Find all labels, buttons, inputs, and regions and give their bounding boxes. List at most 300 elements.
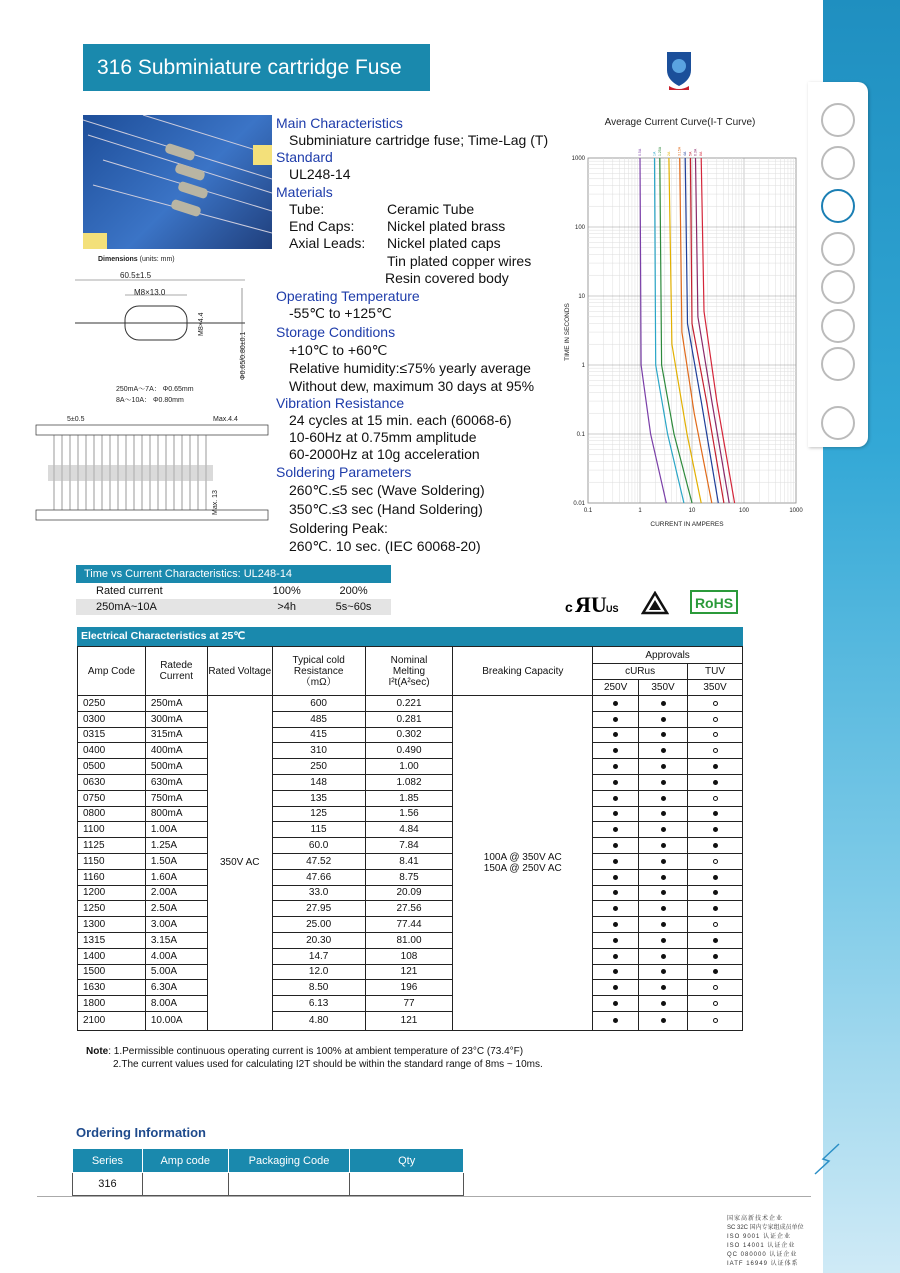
time-current-table [76,565,391,615]
table-cell: 135 [272,790,365,806]
approved-dot-icon [713,969,718,974]
approval-mark [639,853,688,869]
approval-mark [593,774,639,790]
table-cell: 47.52 [272,853,365,869]
note-2: 2.The current values used for calculating I2T should be within the standard range of 8ms ~ 10ms. [113,1059,543,1070]
table-cell: 125 [272,806,365,822]
approved-dot-icon [661,875,666,880]
table-cell: 4.84 [365,822,453,838]
it-cell: 5s~60s [335,601,372,613]
table-cell: 2.50A [145,901,207,917]
fuse-category-icon[interactable] [821,189,855,223]
approval-mark [593,822,639,838]
approved-dot-icon [613,906,618,911]
table-row [78,806,743,822]
tape-drawing [34,415,274,535]
approved-dot-icon [613,922,618,927]
table-cell: 2.00A [145,885,207,901]
approval-mark [639,774,688,790]
table-cell: 27.95 [272,901,365,917]
table-row [78,932,743,948]
approval-mark [593,727,639,743]
pending-circle-icon [713,748,718,753]
table-cell: 108 [365,948,453,964]
table-cell: 27.56 [365,901,453,917]
table-row [78,901,743,917]
table-cell: 5.00A [145,964,207,980]
table-cell: 12.0 [272,964,365,980]
approved-dot-icon [713,954,718,959]
header-rated-voltage: Rated Voltage [207,647,272,696]
approved-dot-icon [661,859,666,864]
header-tuv: TUV [688,664,743,680]
table-cell: 800mA [145,806,207,822]
approved-dot-icon [613,811,618,816]
approved-dot-icon [713,811,718,816]
table-cell: 10.00A [145,1011,207,1030]
ordering-header: Amp code [142,1149,228,1173]
header-resistance: Typical cold Resistance （mΩ） [272,647,365,696]
approval-mark [593,917,639,933]
approved-dot-icon [613,701,618,706]
approved-dot-icon [661,732,666,737]
table-row [78,711,743,727]
pending-circle-icon [713,1001,718,1006]
spec-soldering-2: 350℃.≤3 sec (Hand Soldering) [289,501,483,517]
table-row [78,727,743,743]
approval-mark [639,759,688,775]
tuv-mark [688,932,743,948]
approval-mark [639,948,688,964]
table-row [78,790,743,806]
ordering-title: Ordering Information [76,1125,206,1140]
table-cell: 0500 [78,759,146,775]
leads-value-3: Resin covered body [385,270,509,286]
approval-mark [639,885,688,901]
table-cell: 1160 [78,869,146,885]
table-cell: 8.41 [365,853,453,869]
approved-dot-icon [713,827,718,832]
approval-mark [639,727,688,743]
approved-dot-icon [613,764,618,769]
approved-dot-icon [613,859,618,864]
spec-vibration-1: 24 cycles at 15 min. each (60068-6) [289,412,512,428]
chart-ylabel: TIME IN SECONDS [564,303,571,361]
tape-pitch: 5±0.5 [67,416,85,423]
table-cell: 0250 [78,696,146,712]
approval-mark [639,743,688,759]
spec-materials-heading: Materials [276,184,333,200]
company-logo [664,48,694,92]
x-tick-label: 10 [688,508,696,514]
table-cell: 0750 [78,790,146,806]
table-cell: 0.221 [365,696,453,712]
dim-note-2: 8A～10A： Φ0.80mm [116,397,184,404]
table-row [78,996,743,1012]
table-cell: 1.56 [365,806,453,822]
book-icon[interactable] [821,146,855,180]
chart-xlabel: CURRENT IN AMPERES [650,521,724,528]
svg-text:c: c [565,599,573,615]
table-cell: 148 [272,774,365,790]
series-label: 8A [699,151,704,156]
dim-body: M8×13.0 [134,288,166,297]
table-cell: 3.00A [145,917,207,933]
table-row [78,917,743,933]
approved-dot-icon [613,1018,618,1023]
approved-dot-icon [613,780,618,785]
tuv-mark [688,853,743,869]
tube-value: Ceramic Tube [387,201,475,217]
page-title: 316 Subminiature cartridge Fuse [83,44,430,91]
approved-dot-icon [713,938,718,943]
pending-circle-icon [713,717,718,722]
spec-optemp-heading: Operating Temperature [276,288,420,304]
header-melting: Nominal Melting I²t(A²sec) [365,647,453,696]
approved-dot-icon [661,985,666,990]
tuv-mark [688,759,743,775]
approved-dot-icon [613,954,618,959]
thermal-icon[interactable] [821,232,855,266]
approval-mark [639,1011,688,1030]
caps-label: End Caps: [289,218,355,234]
ordering-series-cell: 316 [73,1173,143,1196]
ordering-header: Packaging Code [228,1149,350,1173]
table-row [78,980,743,996]
table-cell: 7.84 [365,838,453,854]
table-cell: 20.09 [365,885,453,901]
table-cell: 14.7 [272,948,365,964]
approval-mark [639,806,688,822]
approval-mark [639,996,688,1012]
table-row [78,964,743,980]
table-cell: 310 [272,743,365,759]
x-tick-label: 1000 [789,508,803,514]
approval-mark [593,806,639,822]
tuv-mark [688,822,743,838]
series-label: 1A [652,151,657,156]
table-row [78,1011,743,1030]
breaking-capacity-cell [453,696,593,1031]
leads-value: Nickel plated caps [387,235,501,251]
tuv-mark [688,869,743,885]
pending-circle-icon [713,796,718,801]
table-cell: 6.13 [272,996,365,1012]
approval-mark [593,885,639,901]
approved-dot-icon [661,748,666,753]
table-row [78,696,743,712]
approval-mark [639,932,688,948]
table-cell: 500mA [145,759,207,775]
electrical-table [77,646,743,1031]
series-label: 0.5A [638,148,642,156]
dim-length: 60.5±1.5 [120,271,152,280]
approval-mark [593,996,639,1012]
pending-circle-icon [713,1018,718,1023]
table-cell: 8.50 [272,980,365,996]
spec-storage-1: +10℃ to +60℃ [289,342,388,358]
approval-mark [639,980,688,996]
pending-circle-icon [713,859,718,864]
tuv-mark [688,901,743,917]
spec-storage-2: Relative humidity:≤75% yearly average [289,360,531,376]
spec-soldering-heading: Soldering Parameters [276,464,412,480]
triangle-fuse-icon[interactable] [821,103,855,137]
table-row [78,743,743,759]
series-label: 6.3A [693,148,698,156]
approved-dot-icon [661,1001,666,1006]
tuv-mark [688,696,743,712]
svg-text:ЯU: ЯU [575,592,607,616]
approved-dot-icon [613,969,618,974]
tuv-triangle-icon [641,591,669,615]
tuv-mark [688,948,743,964]
approved-dot-icon [713,780,718,785]
spec-vibration-2: 10-60Hz at 0.75mm amplitude [289,429,477,445]
table-row [78,759,743,775]
arrow-right-icon[interactable] [821,270,855,304]
table-cell: 1.85 [365,790,453,806]
table-cell: 1150 [78,853,146,869]
approval-mark [639,869,688,885]
table-cell: 485 [272,711,365,727]
approval-mark [593,711,639,727]
tube-label: Tube: [289,201,325,217]
pending-circle-icon [713,922,718,927]
approval-mark [639,964,688,980]
leads-label: Axial Leads: [289,235,366,251]
table-cell: 1300 [78,917,146,933]
table-cell: 3.15A [145,932,207,948]
table-cell: 81.00 [365,932,453,948]
table-cell: 400mA [145,743,207,759]
approval-mark [639,901,688,917]
tuv-mark [688,711,743,727]
table-cell: 77 [365,996,453,1012]
table-cell: 121 [365,964,453,980]
spec-vibration-heading: Vibration Resistance [276,395,405,411]
series-label: 3.15A [677,146,682,156]
table-cell: 6.30A [145,980,207,996]
table-row [78,853,743,869]
approval-mark [593,696,639,712]
table-cell: 115 [272,822,365,838]
table-cell: 0.490 [365,743,453,759]
table-cell: 0315 [78,727,146,743]
series-label: 5A [688,151,693,156]
series-label: 4A [683,151,688,156]
table-cell: 33.0 [272,885,365,901]
approved-dot-icon [613,843,618,848]
x-tick-label: 100 [738,508,750,514]
table-cell: 315mA [145,727,207,743]
table-cell: 1250 [78,901,146,917]
table-cell: 0800 [78,806,146,822]
table-cell: 1800 [78,996,146,1012]
dim-note-1: 250mA～7A： Φ0.65mm [116,386,194,393]
table-cell: 415 [272,727,365,743]
x-tick-label: 0.1 [583,508,593,514]
tuv-mark [688,727,743,743]
tape-max-len: Max. 13 [212,490,219,515]
table-cell: 60.0 [272,838,365,854]
approved-dot-icon [661,717,666,722]
ordering-qty-cell[interactable] [350,1173,464,1196]
bulb-icon[interactable] [821,309,855,343]
ordering-packaging-cell[interactable] [228,1173,350,1196]
spec-standard-value: UL248-14 [289,166,351,182]
approved-dot-icon [661,811,666,816]
svg-text:US: US [606,604,619,614]
tuv-mark [688,996,743,1012]
table-cell: 1.00A [145,822,207,838]
spec-standard-heading: Standard [276,149,333,165]
tuv-mark [688,917,743,933]
tuv-mark [688,838,743,854]
table-cell: 1200 [78,885,146,901]
table-row [78,948,743,964]
approved-dot-icon [661,954,666,959]
rated-voltage-cell: 350V AC [207,696,272,1031]
approved-dot-icon [613,890,618,895]
approval-mark [639,711,688,727]
approved-dot-icon [661,938,666,943]
caps-value: Nickel plated brass [387,218,506,234]
table-cell: 47.66 [272,869,365,885]
approved-dot-icon [613,827,618,832]
approved-dot-icon [613,938,618,943]
table-cell: 0.302 [365,727,453,743]
x-tick-label: 1 [638,508,642,514]
table-cell: 0630 [78,774,146,790]
table-cell: 1100 [78,822,146,838]
tuv-mark [688,774,743,790]
table-cell: 4.80 [272,1011,365,1030]
breaking-line-2: 150A @ 250V AC [483,862,562,874]
approved-dot-icon [613,875,618,880]
ordering-header: Qty [350,1149,464,1173]
table-row [78,774,743,790]
it-cell: 100% [272,585,301,597]
it-cell: >4h [277,601,297,613]
table-cell: 750mA [145,790,207,806]
tuv-mark [688,964,743,980]
approved-dot-icon [613,717,618,722]
spec-storage-heading: Storage Conditions [276,324,396,340]
table-cell: 1.00 [365,759,453,775]
cert-line: IATF 16949 认证体系 [727,1261,799,1267]
approval-mark [593,932,639,948]
tuv-mark [688,743,743,759]
spec-optemp-value: -55℃ to +125℃ [289,305,392,321]
header-tuv-350v: 350V [688,680,743,696]
table-cell: 300mA [145,711,207,727]
approved-dot-icon [661,827,666,832]
series-label: 2A [666,151,671,156]
approved-dot-icon [661,796,666,801]
y-tick-label: 0.01 [573,501,585,507]
tuv-mark [688,885,743,901]
pending-circle-icon [713,985,718,990]
dim-lead: Φ0.65/0.80±0.1 [240,331,247,380]
dim-diameter: M8×4.4 [198,312,205,336]
header-curus: cURus [593,664,688,680]
approval-mark [593,790,639,806]
spec-soldering-1: 260℃.≤5 sec (Wave Soldering) [289,482,485,498]
table-cell: 121 [365,1011,453,1030]
coil-icon[interactable] [821,347,855,381]
ordering-amp-cell[interactable] [142,1173,228,1196]
header-350v: 350V [639,680,688,696]
approved-dot-icon [713,906,718,911]
approved-dot-icon [613,732,618,737]
approval-mark [593,743,639,759]
approved-dot-icon [661,890,666,895]
leads-value-2: Tin plated copper wires [387,253,532,269]
approval-mark [593,853,639,869]
cert-line: SC 32C 国内专家组成员单位 [727,1225,804,1231]
approved-dot-icon [661,843,666,848]
table-cell: 0300 [78,711,146,727]
electrical-title: Electrical Characteristics at 25℃ [77,627,743,646]
table-cell: 1.082 [365,774,453,790]
table-cell: 196 [365,980,453,996]
it-cell: 250mA~10A [96,601,157,613]
header-250v: 250V [593,680,639,696]
spec-soldering-4: 260℃. 10 sec. (IEC 60068-20) [289,538,481,554]
approval-mark [639,838,688,854]
globe-icon[interactable] [821,406,855,440]
tuv-mark [688,806,743,822]
y-tick-label: 0.1 [576,432,585,438]
header-breaking: Breaking Capacity [453,647,593,696]
approved-dot-icon [613,985,618,990]
table-cell: 4.00A [145,948,207,964]
table-row [78,869,743,885]
pending-circle-icon [713,701,718,706]
tape-max-dia: Max.4.4 [213,416,238,423]
approval-mark [639,696,688,712]
table-cell: 250 [272,759,365,775]
approval-mark [639,790,688,806]
y-tick-label: 1000 [571,156,585,162]
table-row [78,822,743,838]
table-cell: 1.50A [145,853,207,869]
tuv-mark [688,1011,743,1030]
approved-dot-icon [713,764,718,769]
table-cell: 1630 [78,980,146,996]
table-cell: 600 [272,696,365,712]
approved-dot-icon [613,1001,618,1006]
it-cell: Rated current [96,585,163,597]
chart-title: Average Current Curve(I-T Curve) [604,117,756,128]
y-tick-label: 100 [574,225,585,231]
header-amp-code: Amp Code [78,647,146,696]
approved-dot-icon [661,906,666,911]
spec-soldering-3: Soldering Peak: [289,520,388,536]
cert-line: ISO 14001 认证企业 [727,1243,796,1249]
product-photo [83,115,272,249]
table-row [78,885,743,901]
approved-dot-icon [661,780,666,785]
table-cell: 25.00 [272,917,365,933]
y-tick-label: 1 [581,363,585,369]
table-cell: 1500 [78,964,146,980]
table-cell: 1.25A [145,838,207,854]
ordering-table [72,1148,464,1196]
approved-dot-icon [613,748,618,753]
spec-main-value: Subminiature cartridge fuse; Time-Lag (T) [289,132,549,148]
